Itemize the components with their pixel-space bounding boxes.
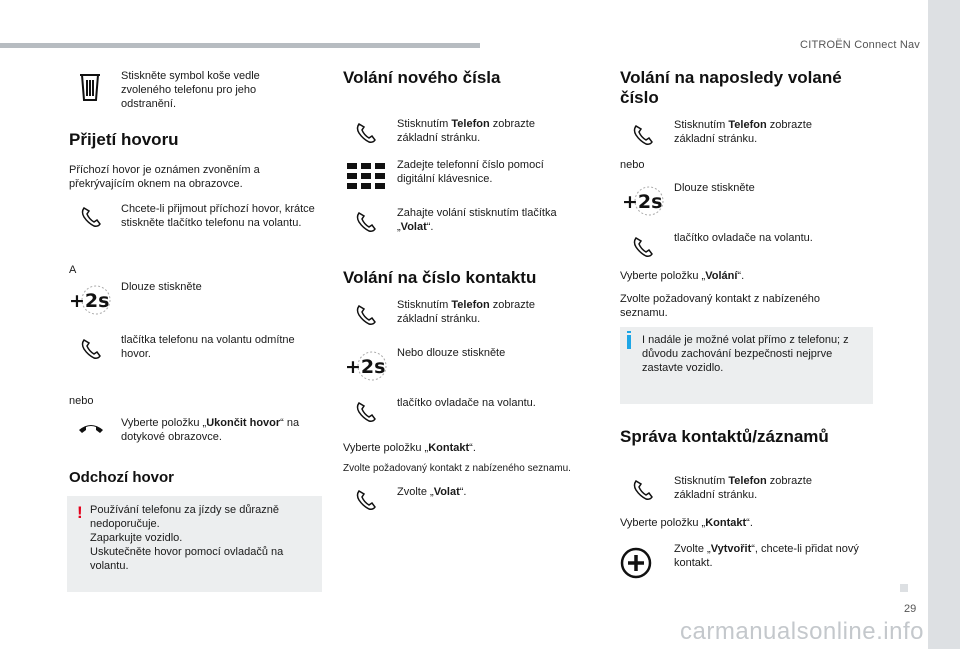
accept-step: Chcete-li přijmout příchozí hovor, krátce stiskněte tlačítko telefonu na volantu. xyxy=(121,203,315,229)
nebo-text: nebo xyxy=(69,395,94,407)
contact-call: Zvolte „Volat“. xyxy=(397,486,467,498)
page-marker xyxy=(900,584,908,592)
keypad-text: Zadejte telefonní číslo pomocí digitální klávesnice. xyxy=(397,159,544,185)
long-press-icon xyxy=(67,284,113,321)
last-wheel: tlačítko ovladače na volantu. xyxy=(674,232,813,244)
hang-up-icon xyxy=(78,421,104,440)
warning-text: Používání telefonu za jízdy se důrazně nedoporučuje. Zaparkujte vozidlo. Uskutečněte hovor pomocí ovladačů na volantu. xyxy=(90,504,284,572)
brand-header: CITROËN Connect Nav xyxy=(800,39,920,51)
phone-icon xyxy=(632,236,654,258)
reject-step: tlačítka telefonu na volantu odmítne hovor. xyxy=(121,334,295,360)
top-rule xyxy=(0,43,480,48)
trash-text: Stiskněte symbol koše vedle zvoleného telefonu pro jeho odstranění. xyxy=(121,70,260,110)
side-strip xyxy=(928,0,960,649)
long-press-icon xyxy=(343,350,389,387)
last-long-press: Dlouze stiskněte xyxy=(674,182,755,194)
nebo-text: nebo xyxy=(620,159,645,171)
long-press-label: +2s xyxy=(622,191,663,213)
contact-step1: Stisknutím Telefon zobrazte základní stránku. xyxy=(397,299,535,325)
press-long-text: Dlouze stiskněte xyxy=(121,281,202,293)
phone-icon xyxy=(355,304,377,326)
warning-mark: ! xyxy=(77,503,83,522)
heading-last-call: Volání na naposledy volané číslo xyxy=(620,68,842,107)
phone-icon xyxy=(355,211,377,233)
contact-choose: Zvolte požadovaný kontakt z nabízeného seznamu. xyxy=(343,463,571,474)
new-step1: Stisknutím Telefon zobrazte základní stránku. xyxy=(397,118,535,144)
info-text: I nadále je možné volat přímo z telefonu; z důvodu zachování bezpečnosti nejprve zastavte vozidlo. xyxy=(642,334,849,374)
phone-icon xyxy=(632,479,654,501)
manage-create: Zvolte „Vytvořit“, chcete-li přidat nový kontakt. xyxy=(674,543,859,569)
manage-select: Vyberte položku „Kontakt“. xyxy=(620,517,753,529)
phone-icon xyxy=(355,401,377,423)
keypad-icon xyxy=(347,163,385,194)
call-step: Zahajte volání stisknutím tlačítka „Volat“. xyxy=(397,207,557,233)
long-press-icon xyxy=(620,185,666,222)
manage-step1: Stisknutím Telefon zobrazte základní stránku. xyxy=(674,475,812,501)
last-step1: Stisknutím Telefon zobrazte základní stránku. xyxy=(674,119,812,145)
heading-outgoing: Odchozí hovor xyxy=(69,469,174,486)
phone-icon xyxy=(632,124,654,146)
accept-intro: Příchozí hovor je oznámen zvoněním a překrývajícím oknem na obrazovce. xyxy=(69,164,260,190)
last-choose: Zvolte požadovaný kontakt z nabízeného seznamu. xyxy=(620,293,820,319)
phone-icon xyxy=(80,338,102,360)
phone-icon xyxy=(355,122,377,144)
phone-icon xyxy=(80,206,102,228)
info-mark-dot xyxy=(627,331,631,333)
long-press-label: +2s xyxy=(345,356,386,378)
heading-new-number: Volání nového čísla xyxy=(343,68,501,87)
watermark: carmanualsonline.info xyxy=(680,618,924,645)
contact-wheel: tlačítko ovladače na volantu. xyxy=(397,397,536,409)
page-number: 29 xyxy=(904,603,917,615)
long-press-label: +2s xyxy=(69,290,110,312)
trash-icon xyxy=(78,72,102,107)
contact-long-press: Nebo dlouze stiskněte xyxy=(397,347,506,359)
last-select: Vyberte položku „Volání“. xyxy=(620,270,745,282)
end-call-text: Vyberte položku „Ukončit hovor“ na dotykové obrazovce. xyxy=(121,417,300,443)
contact-select: Vyberte položku „Kontakt“. xyxy=(343,442,476,454)
info-mark xyxy=(627,335,631,349)
heading-accept: Přijetí hovoru xyxy=(69,130,179,149)
phone-icon xyxy=(355,489,377,511)
heading-contact-call: Volání na číslo kontaktu xyxy=(343,268,537,287)
label-a: A xyxy=(69,264,77,276)
heading-manage: Správa kontaktů/záznamů xyxy=(620,427,829,446)
add-contact-icon xyxy=(620,547,652,584)
